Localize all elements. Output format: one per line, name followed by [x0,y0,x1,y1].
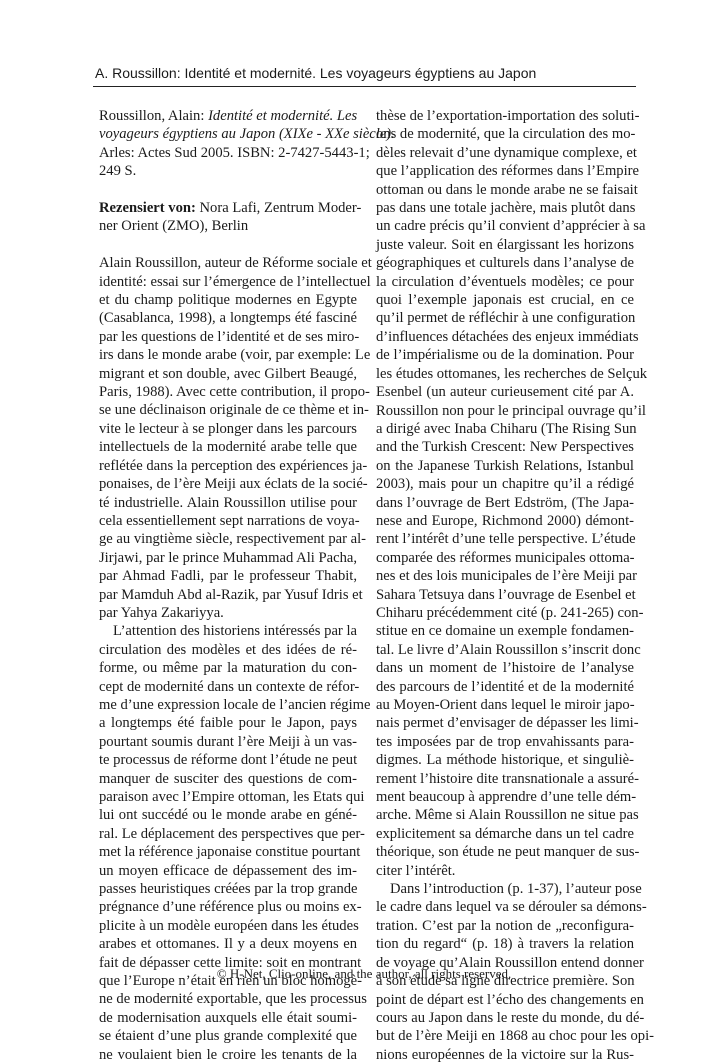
text-line: ne voulaient bien le croire les tenants de la [99,1046,357,1063]
text-line: dans l’ouvrage de Bert Edström, (The Japa- [376,494,634,511]
text-line: circulation des modèles et des idées de ré- [99,641,357,658]
text-line: a longtemps été faible pour le Japon, pays [99,715,357,732]
reviewer-line [99,199,362,217]
citation-line [99,107,357,125]
text-line: des parcours de l’identité et de la modernité [376,678,634,695]
text-line: Esenbel (un auteur curieusement cité par A. [376,384,634,401]
text-line: prégnance d’une référence plus ou moins ex- [99,899,362,916]
text-line: pourtant soumis durant l’ère Meiji à un vas- [99,733,357,750]
text-line: pas dans une totale jachère, mais plutôt dans [376,200,636,217]
text-line: se étaient d’une plus grande complexité que [99,1028,357,1045]
text-line: point de départ est l’écho des changements en [376,991,644,1008]
text-line: un cadre précis qu’il convient d’apprécier à sa [376,218,646,235]
text-line: explicitement sa démarche dans un tel cadre [376,825,634,842]
text-line: et du champ politique modernes en Egypte [99,292,357,309]
text-line: par Mamduh Abd al-Razik, par Yusuf Idris et [99,586,363,603]
text-line: lui ont succédé ou le monde arabe en géné- [99,807,357,824]
text-line: intellectuels de la modernité arabe telle que [99,439,357,456]
text-line: nese and Europe, Richmond 2000) démont- [376,512,634,529]
citation-block [99,107,395,181]
text-line: quoi l’exemple japonais est crucial, en ce [376,292,634,309]
text-line: à son étude sa ligne directrice première. Son [376,973,635,990]
text-line: tal. Le livre d’Alain Roussillon s’inscrit donc [376,641,641,658]
text-line: Jirjawi, par le prince Muhammad Ali Pacha, [99,549,357,566]
text-line: Chiharu précédemment cité (p. 241-265) con- [376,604,644,621]
text-line: identité: essai sur l’émergence de l’intellectuel [99,273,371,290]
text-line: de modernisation auxquels elle était soumi- [99,1009,357,1026]
text-line: Roussillon non pour le principal ouvrage qu’il [376,402,646,419]
running-header [93,64,636,87]
reviewer-line: ner Orient (ZMO), Berlin [99,218,249,235]
text-line: te processus de réforme dont l’étude ne peut [99,752,358,769]
text-line: thèse de l’exportation-importation des soluti- [376,108,640,124]
text-line: un moyen efficace de dépassement des im- [99,862,357,879]
text-line: tion du regard“ (p. 18) à travers la relation [376,936,634,953]
text-line: se une déclinaison originale de ce thème et in- [99,402,369,419]
text-line: forme, ou même par la maturation du con- [99,660,357,677]
text-line: paraison avec l’Empire ottoman, les Etats qui [99,789,365,805]
text-line: on the Japanese Turkish Relations, Istanbul [376,457,634,474]
text-line: but de l’ère Meiji en 1868 au choc pour les opi- [376,1028,655,1045]
text-line: géographiques et culturels dans l’analyse de [376,255,634,272]
text-line: Sahara Tetsuya dans l’ouvrage de Esenbel et [376,586,636,603]
reviewer-label: Rezensiert von: [99,200,196,217]
text-line: vite le lecteur à se plonger dans les parcours [99,420,357,437]
text-line: citer l’intérêt. [376,862,456,879]
text-line: dèles relevait d’une dynamique complexe, et [376,144,637,161]
copyright-text: © H-Net, Clio-online, and the author, all rights reserved. [216,966,512,981]
text-line: Alain Roussillon, auteur de Réforme sociale et [99,255,372,272]
text-line: théorique, son étude ne peut manquer de sus- [376,844,640,861]
text-line: met la référence japonaise constitue pourtant [99,844,361,861]
text-line: cela essentiellement sept narrations de voya- [99,512,360,529]
text-line: migrant et son double, avec Gilbert Beaugé, [99,365,357,382]
text-line: que l’application des réformes dans l’Empire [376,163,640,180]
text-line: de l’impérialisme ou de la domination. Pour [376,347,634,364]
text-line: la circulation d’éventuels modèles; ce pour [376,273,634,290]
citation-author: Roussillon, Alain: [99,108,209,124]
text-line: ottoman ou dans le monde arabe ne se faisait [376,181,638,198]
text-line: a dirigé avec Inaba Chiharu (The Rising Sun [376,420,637,437]
text-line: le cadre dans lequel va se dérouler sa démons- [376,899,647,916]
text-line: L’attention des historiens intéressés par la [113,623,357,640]
text-line: de voyage qu’Alain Roussillon entend donner [376,954,644,971]
text-line: dans un moment de l’histoire de l’analyse [376,660,634,677]
text-line: me d’une expression locale de l’ancien régime [99,696,371,713]
text-line: par Ahmad Fadli, par le professeur Thabit, [99,568,357,585]
text-line: manquer de susciter des questions de com- [99,770,357,787]
text-line: reflétée dans la perception des expériences ja- [99,457,368,474]
text-line: stitue en ce domaine un exemple fondamen- [376,623,634,640]
citation-publisher: Arles: Actes Sud 2005. ISBN: 2-7427-5443-1; [99,144,370,161]
text-line: ponaises, de l’ère Meiji aux éclats de la socié- [99,476,368,493]
reviewer-name: Nora Lafi, Zentrum Moder- [199,200,362,217]
text-line: Paris, 1988). Avec cette contribution, il propo- [99,384,370,401]
text-line: (Casablanca, 1998), a longtemps été fasciné [99,310,357,327]
text-line: rent l’intérêt d’une telle perspective. L’étude [376,531,636,548]
text-line: cept de modernité dans un contexte de réfor- [99,678,360,695]
text-line: nions européennes de la victoire sur la Rus- [376,1046,634,1063]
text-line: juste valeur. Soit en élargissant les horizons [376,236,634,253]
text-line: té industrielle. Alain Roussillon utilise pour [99,494,357,511]
text-line: nes et des lois municipales de l’ère Meiji par [376,568,637,585]
text-line: ge au vingtième siècle, respectivement par al- [99,531,367,548]
text-line: ne de modernité exportable, que les processus [99,991,367,1008]
text-line: ment beaucoup à apprendre d’une telle dém- [376,789,637,806]
text-line: passes heuristiques créées par la trop grande [99,881,358,898]
paragraph-1 [99,254,372,622]
text-line: ons de modernité, que la circulation des mo- [376,126,636,143]
citation-pages: 249 S. [99,163,137,180]
text-line: plicite à un modèle européen dans les études [99,917,359,934]
text-line: tes imposées par de trop envahissants para- [376,733,634,750]
right-column [376,107,655,1064]
text-line: comparée des réformes municipales ottoma- [376,549,635,566]
text-line: au Moyen-Orient dans lequel le miroir japo- [376,697,635,713]
text-line: digmes. La méthode historique, et singuliè- [376,752,634,769]
text-line: ral. Le déplacement des perspectives que per- [99,825,365,842]
text-line: nais permet d’envisager de dépasser les limi- [376,715,639,732]
text-line: que l’Europe n’était en rien un bloc homogè- [99,973,363,990]
text-line: irs dans le monde arabe (voir, par exemple: Le [99,347,371,364]
copyright-footer [0,966,728,982]
text-line: and the Turkish Crescent: New Perspectives [376,439,634,456]
text-line: fait de dépasser cette limite: soit en montrant [99,954,362,971]
text-line: par Yahya Zakariyya. [99,604,224,621]
text-line: cours au Japon dans le reste du monde, du dé- [376,1009,645,1026]
paragraph-2-continued [376,107,648,880]
text-line: tration. C’est par la notion de „reconfigura- [376,917,634,934]
text-line: arche. Même si Alain Roussillon ne situe pas [376,807,639,824]
text-line: rement l’histoire dite transnationale a assuré- [376,770,639,787]
text-line: qu’il permet de réfléchir à une configuration [376,310,636,327]
citation-title: Identité et modernité. Les [208,108,358,124]
text-line: arabes et ottomanes. Il y a deux moyens en [99,936,357,953]
citation-title-cont: voyageurs égyptiens au Japon (XIXe - XXe siècle). [99,126,395,143]
text-line: par les questions de l’identité et de ses miro- [99,328,360,345]
text-line: 2003), mais pour un chapitre qu’il a rédigé [376,476,634,493]
reviewer-block [99,199,362,236]
running-title: A. Roussillon: Identité et modernité. Les voyageurs égyptiens au Japon [95,65,537,81]
text-line: d’influences détachées des enjeux immédiats [376,328,639,345]
text-line: Dans l’introduction (p. 1-37), l’auteur pose [390,881,642,898]
text-line: les études ottomanes, les recherches de Selçuk [376,365,648,382]
